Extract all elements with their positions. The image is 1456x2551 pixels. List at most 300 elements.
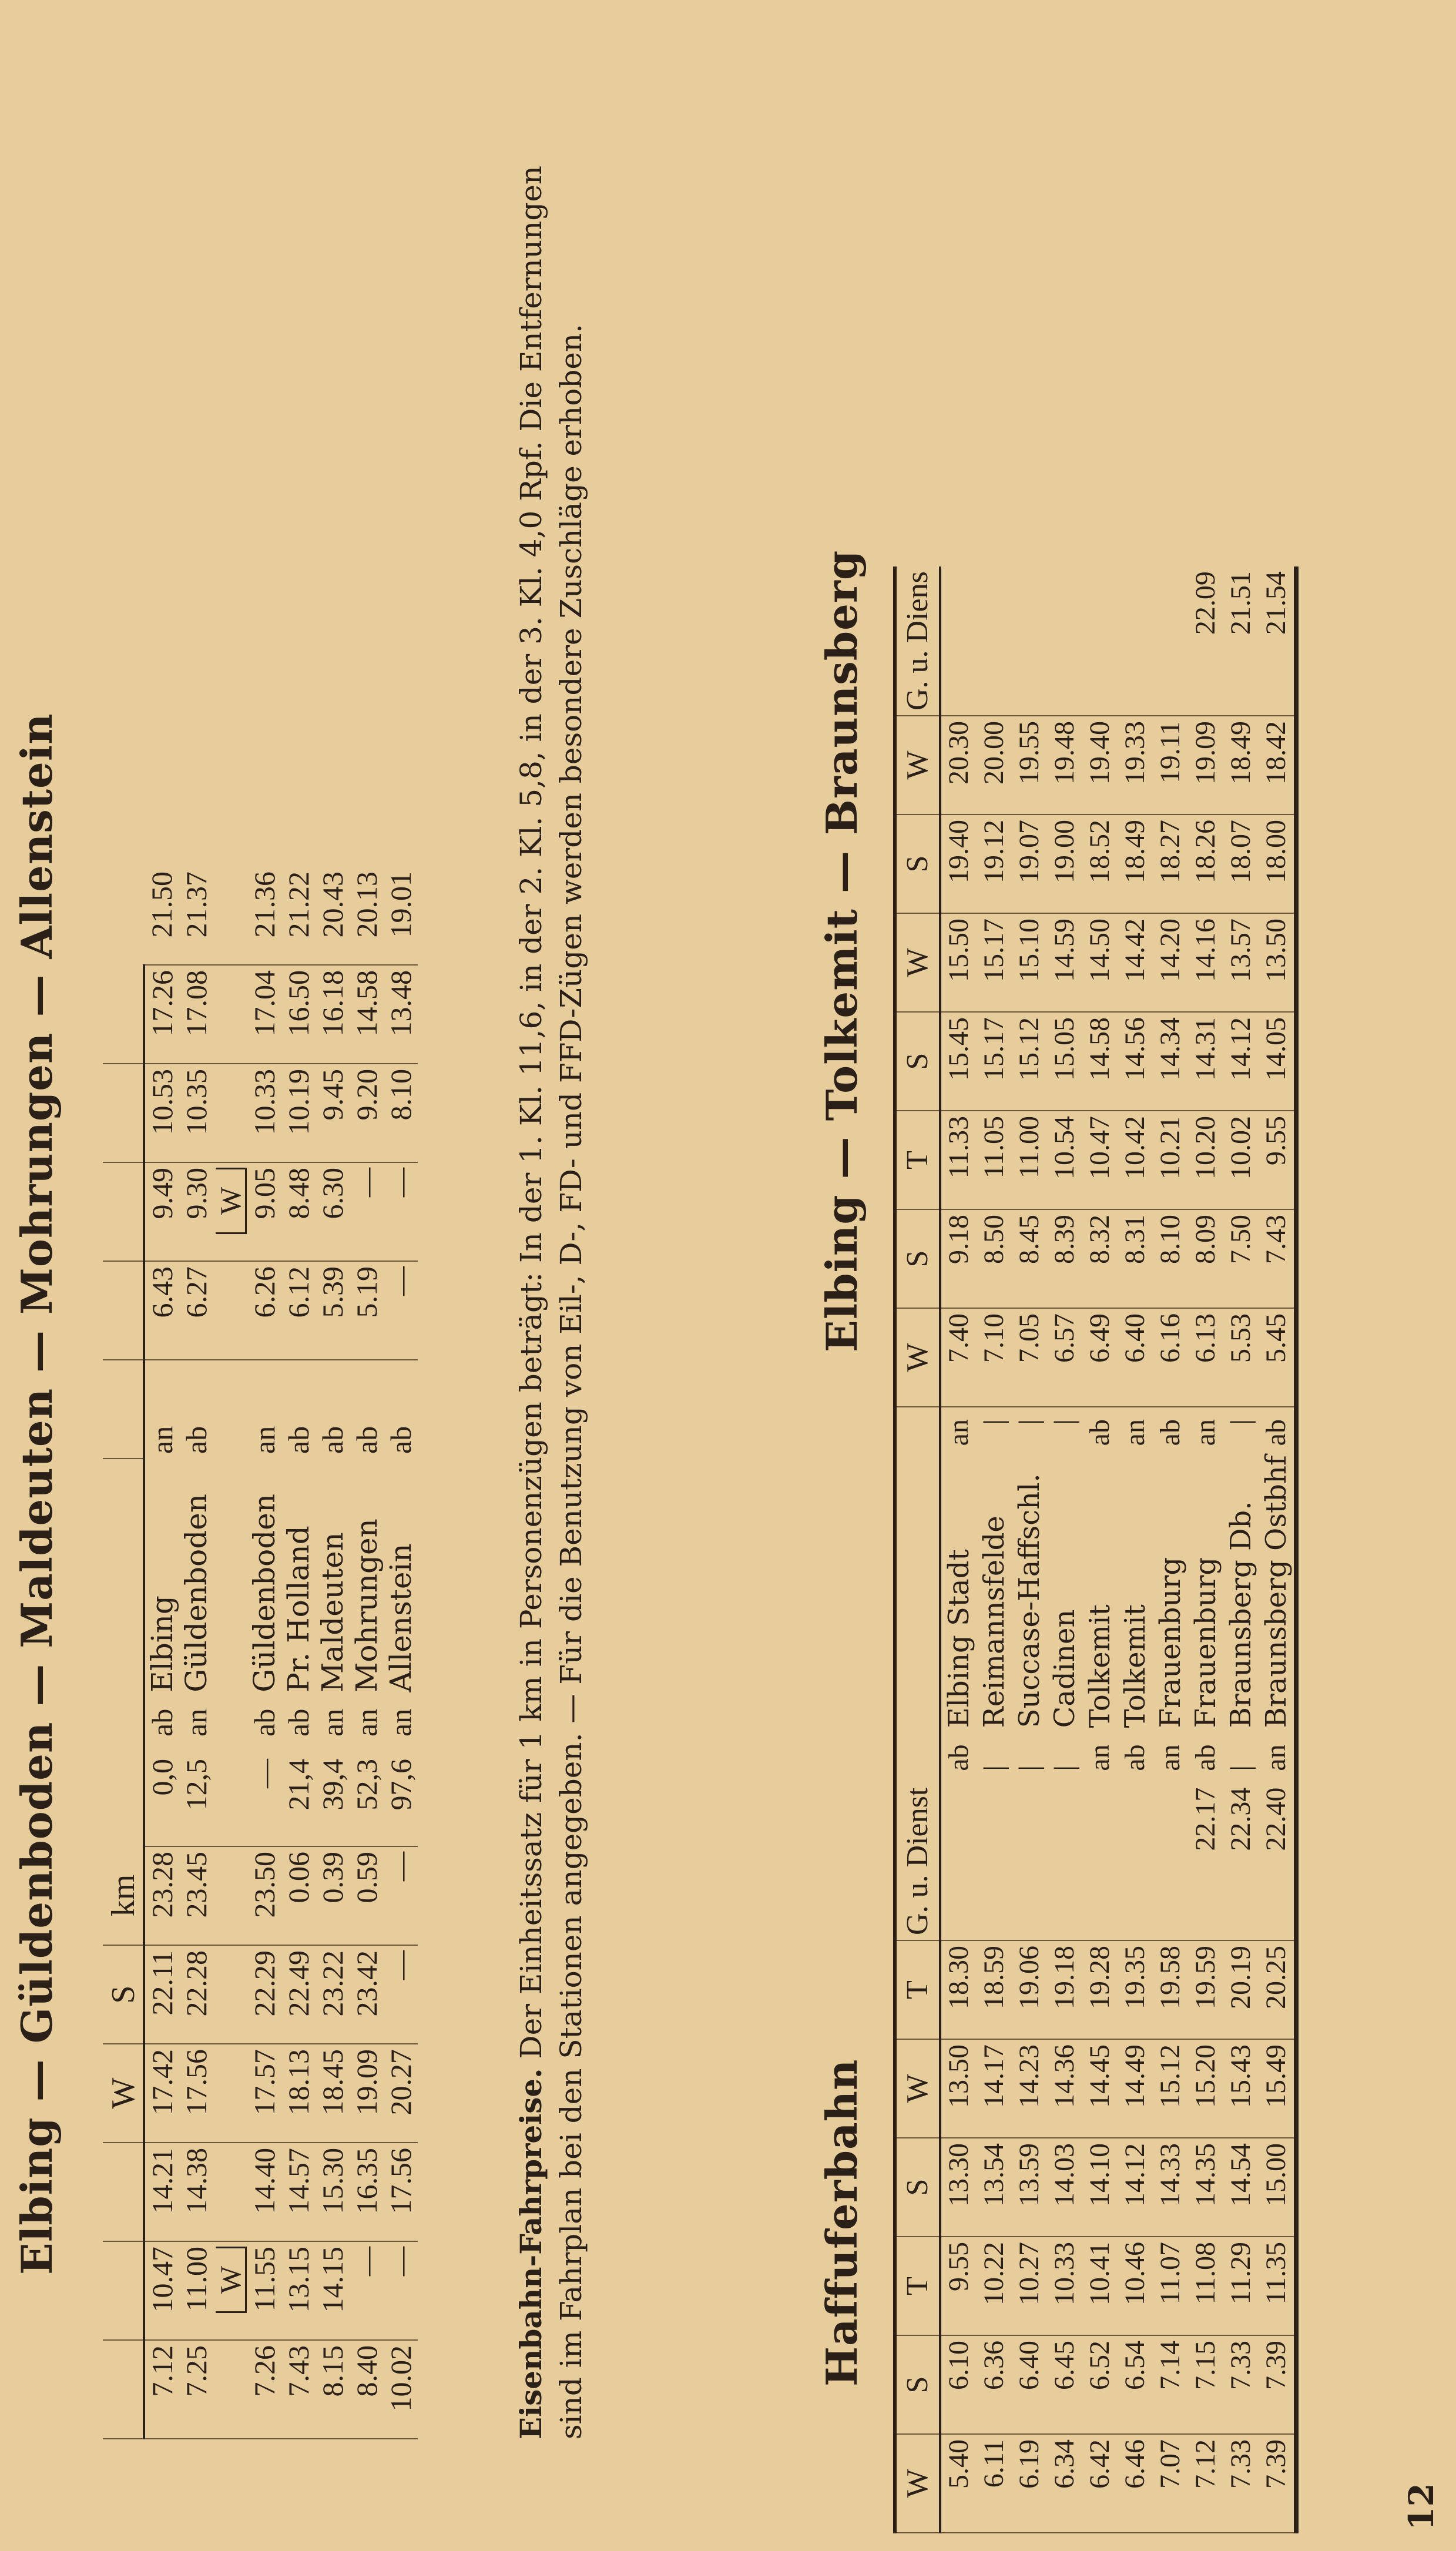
time-cell: 7.39 bbox=[1259, 2434, 1296, 2533]
time-cell: 19.28 bbox=[1082, 1940, 1118, 2039]
time-cell: 10.41 bbox=[1082, 2237, 1118, 2335]
arr-dep-code: ab bbox=[1190, 1744, 1221, 1771]
time-cell: 9.05 bbox=[247, 1162, 281, 1261]
time-cell: 20.27 bbox=[384, 2044, 418, 2143]
time-cell: 14.40 bbox=[247, 2143, 281, 2241]
time-cell: 6.36 bbox=[977, 2335, 1012, 2434]
time-cell: 14.58 bbox=[350, 965, 384, 1064]
time-cell: 10.21 bbox=[1153, 1111, 1188, 1209]
cell bbox=[213, 1261, 247, 1360]
time-cell: 7.26 bbox=[247, 2340, 281, 2439]
time-cell: 7.50 bbox=[1223, 1209, 1259, 1308]
time-cell bbox=[1047, 1783, 1082, 1940]
time-cell: 15.12 bbox=[1153, 2039, 1188, 2138]
time-cell: 20.00 bbox=[977, 716, 1012, 814]
km-cell: 97,6 bbox=[384, 1754, 418, 1846]
time-cell: 14.42 bbox=[1118, 913, 1153, 1012]
time-cell: 22.49 bbox=[281, 1945, 316, 2044]
time-cell: 9.55 bbox=[940, 2237, 977, 2335]
page-number: 12 bbox=[1401, 2483, 1441, 2530]
time-cell: 19.06 bbox=[1012, 1940, 1047, 2039]
time-cell: 5.39 bbox=[316, 1261, 350, 1360]
time-cell: 16.50 bbox=[281, 965, 316, 1064]
time-cell: 13.54 bbox=[977, 2138, 1012, 2237]
time-cell: 15.20 bbox=[1188, 2039, 1223, 2138]
time-cell: 21.22 bbox=[281, 867, 316, 965]
time-cell: 19.00 bbox=[1047, 814, 1082, 913]
cell bbox=[213, 2044, 247, 2143]
time-cell: 7.12 bbox=[1188, 2434, 1223, 2533]
table-row bbox=[247, 867, 281, 2439]
arr-dep-code: an bbox=[1260, 1744, 1291, 1771]
time-cell: 9.49 bbox=[144, 1162, 179, 1261]
time-cell bbox=[1118, 566, 1153, 716]
cell bbox=[213, 2143, 247, 2241]
time-cell: 10.33 bbox=[247, 1064, 281, 1162]
arr-dep-code: ab bbox=[943, 1744, 974, 1771]
time-cell: 13.50 bbox=[940, 2039, 977, 2138]
time-cell: 7.12 bbox=[144, 2340, 179, 2439]
time-cell: 14.03 bbox=[1047, 2138, 1082, 2237]
time-cell: 19.12 bbox=[977, 814, 1012, 913]
time-cell: 18.13 bbox=[281, 2044, 316, 2143]
time-cell: 10.02 bbox=[384, 2340, 418, 2439]
time-cell: 10.20 bbox=[1188, 1111, 1223, 1209]
column-header: W bbox=[895, 2434, 940, 2533]
time-cell: 6.30 bbox=[316, 1162, 350, 1261]
cell bbox=[213, 1846, 247, 1945]
station-name: Güldenboden bbox=[247, 1493, 281, 1692]
arr-dep-code: ab bbox=[282, 1426, 315, 1454]
time-cell: 14.12 bbox=[1223, 1012, 1259, 1111]
time-cell: 23.45 bbox=[179, 1846, 213, 1945]
time-cell: 14.10 bbox=[1082, 2138, 1118, 2237]
time-cell: 14.12 bbox=[1118, 2138, 1153, 2237]
time-cell: 18.52 bbox=[1082, 814, 1118, 913]
arr-dep-code: an bbox=[1190, 1419, 1221, 1446]
time-cell: 16.35 bbox=[350, 2143, 384, 2241]
time-cell: 22.09 bbox=[1188, 566, 1223, 716]
time-cell: 18.49 bbox=[1223, 716, 1259, 814]
time-cell: 22.11 bbox=[144, 1945, 179, 2044]
time-cell: 19.18 bbox=[1047, 1940, 1082, 2039]
time-cell: 5.19 bbox=[350, 1261, 384, 1360]
station-name: Tolkemit bbox=[1119, 1604, 1152, 1728]
time-cell: 19.58 bbox=[1153, 1940, 1188, 2039]
time-cell: 21.51 bbox=[1223, 566, 1259, 716]
time-cell: — bbox=[350, 2241, 384, 2340]
time-cell: 19.01 bbox=[384, 867, 418, 965]
table-row bbox=[1188, 566, 1223, 2533]
time-cell: 5.53 bbox=[1223, 1308, 1259, 1407]
time-cell: 10.53 bbox=[144, 1064, 179, 1162]
time-cell: 18.49 bbox=[1118, 814, 1153, 913]
timetable-1 bbox=[103, 867, 418, 2439]
cell bbox=[213, 1064, 247, 1162]
arr-dep-code: | bbox=[1014, 1419, 1045, 1425]
w-mark: W bbox=[216, 1168, 247, 1234]
time-cell: 13.48 bbox=[384, 965, 418, 1064]
time-cell: 14.57 bbox=[281, 2143, 316, 2241]
time-cell: 14.38 bbox=[179, 2143, 213, 2241]
time-cell: 14.33 bbox=[1153, 2138, 1188, 2237]
column-header: T bbox=[895, 2237, 940, 2335]
time-cell: 14.56 bbox=[1118, 1012, 1153, 1111]
arr-dep-code: ab bbox=[282, 1708, 315, 1737]
arr-dep-code: ab bbox=[316, 1426, 349, 1454]
time-cell: 9.45 bbox=[316, 1064, 350, 1162]
time-cell: 21.37 bbox=[179, 867, 213, 965]
time-cell: 14.20 bbox=[1153, 913, 1188, 1012]
time-cell: 6.49 bbox=[1082, 1308, 1118, 1407]
time-cell: 14.35 bbox=[1188, 2138, 1223, 2237]
time-cell: 6.52 bbox=[1082, 2335, 1118, 2434]
km-cell: 39,4 bbox=[316, 1754, 350, 1846]
column-header bbox=[103, 1704, 144, 1754]
time-cell: 18.30 bbox=[940, 1940, 977, 2039]
time-cell: 23.42 bbox=[350, 1945, 384, 2044]
time-cell: 18.59 bbox=[977, 1940, 1012, 2039]
table-row bbox=[350, 867, 384, 2439]
time-cell: 14.54 bbox=[1223, 2138, 1259, 2237]
time-cell: 20.43 bbox=[316, 867, 350, 965]
time-cell: 11.55 bbox=[247, 2241, 281, 2340]
fare-note-heading: Eisenbahn-Fahrpreise. bbox=[514, 2068, 548, 2439]
timetable-2 bbox=[893, 566, 1299, 2533]
time-cell: 19.33 bbox=[1118, 716, 1153, 814]
cell bbox=[213, 1945, 247, 2044]
time-cell: 11.35 bbox=[1259, 2237, 1296, 2335]
route-title-2: Haffuferbahn bbox=[817, 2059, 867, 2386]
time-cell: 14.31 bbox=[1188, 1012, 1223, 1111]
arr-dep-code: ab bbox=[248, 1708, 281, 1737]
arr-dep-code: ab bbox=[1155, 1419, 1186, 1446]
column-header: T bbox=[895, 1940, 940, 2039]
column-header: km bbox=[103, 1846, 144, 1945]
time-cell bbox=[1012, 1783, 1047, 1940]
cell bbox=[213, 2241, 247, 2340]
table-row bbox=[1153, 566, 1188, 2533]
station-name: Güldenboden bbox=[179, 1493, 213, 1692]
time-cell bbox=[1153, 566, 1188, 716]
time-cell: 11.05 bbox=[977, 1111, 1012, 1209]
time-cell: 7.10 bbox=[977, 1308, 1012, 1407]
time-cell: 17.26 bbox=[144, 965, 179, 1064]
km-cell: — bbox=[247, 1754, 281, 1846]
time-cell: 5.45 bbox=[1259, 1308, 1296, 1407]
table-row bbox=[1082, 566, 1118, 2533]
time-cell: 7.07 bbox=[1153, 2434, 1188, 2533]
time-cell: 6.46 bbox=[1118, 2434, 1153, 2533]
table-row bbox=[179, 867, 213, 2439]
time-cell: 18.07 bbox=[1223, 814, 1259, 913]
time-cell: 9.20 bbox=[350, 1064, 384, 1162]
time-cell: 10.35 bbox=[179, 1064, 213, 1162]
time-cell: 22.29 bbox=[247, 1945, 281, 2044]
time-cell: 6.10 bbox=[940, 2335, 977, 2434]
table-row bbox=[940, 566, 977, 2533]
arr-dep-code: an bbox=[943, 1419, 974, 1446]
time-cell: 10.02 bbox=[1223, 1111, 1259, 1209]
time-cell bbox=[1118, 1783, 1153, 1940]
time-cell: 8.10 bbox=[384, 1064, 418, 1162]
table-row bbox=[281, 867, 316, 2439]
time-cell: 15.50 bbox=[940, 913, 977, 1012]
time-cell: 7.14 bbox=[1153, 2335, 1188, 2434]
cell bbox=[213, 1360, 247, 1459]
time-cell bbox=[1153, 1783, 1188, 1940]
time-cell: 17.56 bbox=[179, 2044, 213, 2143]
station-name: Pr. Holland bbox=[281, 1526, 316, 1692]
w-mark-row bbox=[213, 867, 247, 2439]
time-cell: 14.16 bbox=[1188, 913, 1223, 1012]
column-header bbox=[103, 965, 144, 1064]
time-cell: 7.15 bbox=[1188, 2335, 1223, 2434]
column-header: G. u. Dienst bbox=[895, 1783, 940, 1940]
table-row bbox=[384, 867, 418, 2439]
column-header: W bbox=[895, 1308, 940, 1407]
time-cell: 14.23 bbox=[1012, 2039, 1047, 2138]
time-cell: 8.39 bbox=[1047, 1209, 1082, 1308]
arr-dep-code: an bbox=[1155, 1744, 1186, 1771]
time-cell: 8.10 bbox=[1153, 1209, 1188, 1308]
time-cell: 19.40 bbox=[940, 814, 977, 913]
time-cell: 14.15 bbox=[316, 2241, 350, 2340]
time-cell: 15.45 bbox=[940, 1012, 977, 1111]
time-cell: 15.10 bbox=[1012, 913, 1047, 1012]
table-row bbox=[144, 867, 179, 2439]
column-header: W bbox=[895, 913, 940, 1012]
arr-dep-code: | bbox=[1049, 1419, 1080, 1425]
time-cell: 9.30 bbox=[179, 1162, 213, 1261]
route-title-3: Elbing — Tolkemit — Braunsberg bbox=[817, 549, 867, 1352]
time-cell: 19.07 bbox=[1012, 814, 1047, 913]
time-cell: 13.30 bbox=[940, 2138, 977, 2237]
time-cell: 19.59 bbox=[1188, 1940, 1223, 2039]
time-cell bbox=[940, 566, 977, 716]
time-cell: 7.33 bbox=[1223, 2434, 1259, 2533]
time-cell: 18.26 bbox=[1188, 814, 1223, 913]
arr-dep-code: an bbox=[350, 1708, 383, 1737]
time-cell: 14.17 bbox=[977, 2039, 1012, 2138]
time-cell: 5.40 bbox=[940, 2434, 977, 2533]
time-cell: 6.26 bbox=[247, 1261, 281, 1360]
time-cell: 22.17 bbox=[1188, 1783, 1223, 1940]
cell bbox=[213, 1162, 247, 1261]
time-cell: 14.36 bbox=[1047, 2039, 1082, 2138]
table-row bbox=[1118, 566, 1153, 2533]
time-cell: 15.17 bbox=[977, 1012, 1012, 1111]
time-cell: 21.54 bbox=[1259, 566, 1296, 716]
time-cell: 17.57 bbox=[247, 2044, 281, 2143]
time-cell: 10.46 bbox=[1118, 2237, 1153, 2335]
arr-dep-code: | bbox=[1225, 1419, 1256, 1425]
time-cell: 20.30 bbox=[940, 716, 977, 814]
time-cell: 6.42 bbox=[1082, 2434, 1118, 2533]
station-name: Braunsberg Db. bbox=[1224, 1501, 1257, 1728]
time-cell: 7.39 bbox=[1259, 2335, 1296, 2434]
fare-note bbox=[511, 148, 591, 2439]
table-row bbox=[1223, 566, 1259, 2533]
time-cell: — bbox=[384, 1945, 418, 2044]
time-cell: 17.04 bbox=[247, 965, 281, 1064]
time-cell bbox=[940, 1783, 977, 1940]
time-cell bbox=[977, 1783, 1012, 1940]
station-name: Mohrungen bbox=[350, 1518, 384, 1692]
arr-dep-code: an bbox=[316, 1708, 349, 1737]
time-cell: 8.15 bbox=[316, 2340, 350, 2439]
cell bbox=[213, 1754, 247, 1846]
time-cell: 6.57 bbox=[1047, 1308, 1082, 1407]
arr-dep-code: | bbox=[978, 1765, 1009, 1771]
time-cell: — bbox=[384, 1162, 418, 1261]
arr-dep-code: | bbox=[1225, 1765, 1256, 1771]
table-row bbox=[1012, 566, 1047, 2533]
km-cell: 0,0 bbox=[144, 1754, 179, 1846]
table-row bbox=[1259, 566, 1296, 2533]
arr-dep-code: | bbox=[1014, 1765, 1045, 1771]
time-cell: 17.42 bbox=[144, 2044, 179, 2143]
time-cell: 11.00 bbox=[179, 2241, 213, 2340]
time-cell: 7.43 bbox=[1259, 1209, 1296, 1308]
arr-dep-code: ab bbox=[384, 1426, 417, 1454]
time-cell: 19.40 bbox=[1082, 716, 1118, 814]
arr-dep-code: an bbox=[146, 1426, 179, 1454]
station-name: Frauenburg bbox=[1189, 1557, 1222, 1728]
arr-dep-code: | bbox=[1049, 1765, 1080, 1771]
time-cell: 8.32 bbox=[1082, 1209, 1118, 1308]
station-name: Succase-Haffschl. bbox=[1013, 1473, 1046, 1728]
time-cell: 11.00 bbox=[1012, 1111, 1047, 1209]
table-row bbox=[316, 867, 350, 2439]
column-header bbox=[103, 1261, 144, 1360]
time-cell: 15.00 bbox=[1259, 2138, 1296, 2237]
time-cell: 19.09 bbox=[1188, 716, 1223, 814]
time-cell: 19.48 bbox=[1047, 716, 1082, 814]
time-cell: 6.40 bbox=[1118, 1308, 1153, 1407]
time-cell: 20.19 bbox=[1223, 1940, 1259, 2039]
time-cell: 23.50 bbox=[247, 1846, 281, 1945]
time-cell bbox=[977, 566, 1012, 716]
column-header: S bbox=[103, 1945, 144, 2044]
column-header: S bbox=[895, 1012, 940, 1111]
column-header bbox=[103, 1754, 144, 1846]
cell bbox=[213, 965, 247, 1064]
time-cell: — bbox=[384, 1846, 418, 1945]
time-cell: 8.31 bbox=[1118, 1209, 1153, 1308]
time-cell: 9.55 bbox=[1259, 1111, 1296, 1209]
time-cell: 10.42 bbox=[1118, 1111, 1153, 1209]
column-header bbox=[103, 1360, 144, 1459]
time-cell: 10.27 bbox=[1012, 2237, 1047, 2335]
time-cell: 10.47 bbox=[1082, 1111, 1118, 1209]
time-cell: 8.50 bbox=[977, 1209, 1012, 1308]
time-cell: 20.13 bbox=[350, 867, 384, 965]
time-cell: 6.11 bbox=[977, 2434, 1012, 2533]
time-cell: 18.00 bbox=[1259, 814, 1296, 913]
km-cell: 21,4 bbox=[281, 1754, 316, 1846]
time-cell: 22.40 bbox=[1259, 1783, 1296, 1940]
time-cell bbox=[1047, 566, 1082, 716]
arr-dep-code: ab bbox=[180, 1426, 213, 1454]
time-cell: 10.33 bbox=[1047, 2237, 1082, 2335]
arr-dep-code: an bbox=[248, 1426, 281, 1454]
time-cell: 16.18 bbox=[316, 965, 350, 1064]
time-cell: 14.49 bbox=[1118, 2039, 1153, 2138]
time-cell: 10.19 bbox=[281, 1064, 316, 1162]
time-cell: 14.58 bbox=[1082, 1012, 1118, 1111]
cell bbox=[213, 867, 247, 965]
time-cell: 19.55 bbox=[1012, 716, 1047, 814]
time-cell: 6.19 bbox=[1012, 2434, 1047, 2533]
time-cell: 8.48 bbox=[281, 1162, 316, 1261]
time-cell: 6.45 bbox=[1047, 2335, 1082, 2434]
km-cell: 12,5 bbox=[179, 1754, 213, 1846]
time-cell: 6.43 bbox=[144, 1261, 179, 1360]
arr-dep-code: ab bbox=[1260, 1419, 1291, 1446]
time-cell: 15.12 bbox=[1012, 1012, 1047, 1111]
column-header bbox=[103, 2241, 144, 2340]
time-cell: 7.05 bbox=[1012, 1308, 1047, 1407]
time-cell: — bbox=[384, 1261, 418, 1360]
column-header bbox=[895, 1407, 940, 1450]
station-name: Frauenburg bbox=[1154, 1557, 1187, 1728]
time-cell: 11.33 bbox=[940, 1111, 977, 1209]
time-cell: 21.36 bbox=[247, 867, 281, 965]
column-header: T bbox=[895, 1111, 940, 1209]
column-header bbox=[103, 1162, 144, 1261]
time-cell: 7.25 bbox=[179, 2340, 213, 2439]
time-cell: 13.59 bbox=[1012, 2138, 1047, 2237]
time-cell: 14.59 bbox=[1047, 913, 1082, 1012]
time-cell: 23.28 bbox=[144, 1846, 179, 1945]
route-title-1: Elbing — Güldenboden — Maldeuten — Mohrungen — Allenstein bbox=[12, 713, 62, 2275]
header-row bbox=[895, 566, 940, 2533]
time-cell: 6.13 bbox=[1188, 1308, 1223, 1407]
time-cell: 6.27 bbox=[179, 1261, 213, 1360]
time-cell: 23.22 bbox=[316, 1945, 350, 2044]
time-cell: 18.45 bbox=[316, 2044, 350, 2143]
table-row bbox=[977, 566, 1012, 2533]
arr-dep-code: ab bbox=[1084, 1419, 1115, 1446]
column-header bbox=[103, 1064, 144, 1162]
station-name: Cadinen bbox=[1048, 1609, 1081, 1728]
time-cell: 6.12 bbox=[281, 1261, 316, 1360]
cell bbox=[213, 2340, 247, 2439]
time-cell: 9.18 bbox=[940, 1209, 977, 1308]
time-cell: 15.30 bbox=[316, 2143, 350, 2241]
w-mark: W bbox=[216, 2247, 247, 2313]
arr-dep-code: an bbox=[1119, 1419, 1150, 1446]
column-header bbox=[103, 2340, 144, 2439]
time-cell: 15.43 bbox=[1223, 2039, 1259, 2138]
station-name: Reimannsfelde bbox=[978, 1516, 1011, 1728]
time-cell: 14.34 bbox=[1153, 1012, 1188, 1111]
column-header: S bbox=[895, 2138, 940, 2237]
header-row bbox=[103, 867, 144, 2439]
column-header bbox=[895, 1450, 940, 1739]
cell bbox=[213, 1459, 247, 1704]
time-cell: 8.09 bbox=[1188, 1209, 1223, 1308]
time-cell: 18.42 bbox=[1259, 716, 1296, 814]
time-cell: 19.09 bbox=[350, 2044, 384, 2143]
time-cell: 15.49 bbox=[1259, 2039, 1296, 2138]
time-cell: 8.45 bbox=[1012, 1209, 1047, 1308]
time-cell: 10.47 bbox=[144, 2241, 179, 2340]
time-cell: 17.56 bbox=[384, 2143, 418, 2241]
arr-dep-code: ab bbox=[1119, 1744, 1150, 1771]
fare-note-text: Der Einheitssatz für 1 km in Personenzügen beträgt: In der 1. Kl. 11,6, in der 2. Kl. 5,8, in der 3. Kl. 4,0 Rpf. Die Entfernungen sind im Fahrplan bei den Stationen angegeben. — Für die Benutzung von Eil-, D-, FD- und FFD-Zügen werden besondere Zuschläge erhoben. bbox=[514, 165, 588, 2439]
